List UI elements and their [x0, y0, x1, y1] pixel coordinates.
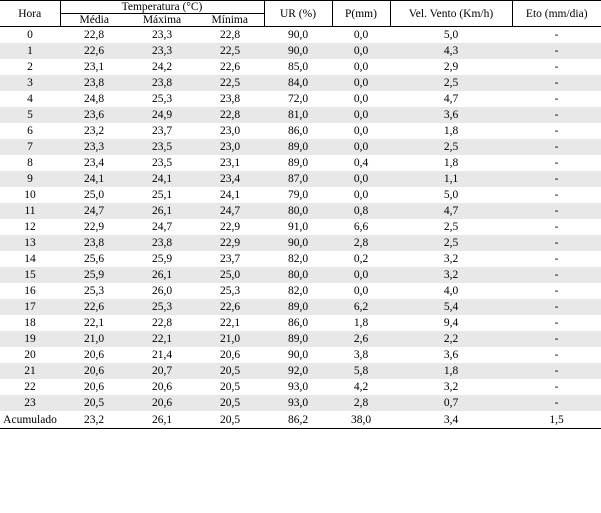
cell-vento: 9,4: [390, 315, 512, 331]
cell-maxima: 26,1: [128, 203, 196, 219]
cell-p: 0,0: [332, 187, 390, 203]
cell-hora: 13: [0, 235, 60, 251]
footer-label: Acumulado: [0, 411, 60, 429]
table-row: [0, 59, 601, 75]
cell-p: 0,0: [332, 283, 390, 299]
cell-minima: 23,7: [196, 251, 264, 267]
column-header-ur: UR (%): [264, 1, 332, 27]
cell-media: 23,6: [60, 107, 128, 123]
cell-eto: -: [512, 395, 601, 411]
cell-p: 0,0: [332, 91, 390, 107]
cell-maxima: 22,1: [128, 331, 196, 347]
cell-eto: -: [512, 299, 601, 315]
table-row: [0, 171, 601, 187]
cell-vento: 1,8: [390, 155, 512, 171]
cell-maxima: 24,2: [128, 59, 196, 75]
cell-eto: -: [512, 187, 601, 203]
cell-maxima: 23,3: [128, 43, 196, 59]
cell-minima: 20,5: [196, 395, 264, 411]
cell-ur: 89,0: [264, 331, 332, 347]
cell-media: 24,1: [60, 171, 128, 187]
cell-maxima: 25,3: [128, 91, 196, 107]
cell-media: 25,9: [60, 267, 128, 283]
cell-p: 1,8: [332, 315, 390, 331]
cell-ur: 80,0: [264, 267, 332, 283]
cell-media: 24,7: [60, 203, 128, 219]
cell-hora: 2: [0, 59, 60, 75]
cell-minima: 22,9: [196, 219, 264, 235]
cell-eto: -: [512, 203, 601, 219]
cell-media: 25,0: [60, 187, 128, 203]
cell-p: 0,0: [332, 107, 390, 123]
cell-media: 25,3: [60, 283, 128, 299]
cell-vento: 1,1: [390, 171, 512, 187]
cell-p: 4,2: [332, 379, 390, 395]
cell-ur: 86,0: [264, 315, 332, 331]
cell-hora: 9: [0, 171, 60, 187]
cell-p: 0,2: [332, 251, 390, 267]
cell-media: 20,6: [60, 379, 128, 395]
cell-ur: 89,0: [264, 299, 332, 315]
table-row: [0, 75, 601, 91]
cell-p: 0,0: [332, 171, 390, 187]
cell-eto: -: [512, 315, 601, 331]
cell-minima: 22,6: [196, 59, 264, 75]
cell-hora: 15: [0, 267, 60, 283]
cell-eto: -: [512, 123, 601, 139]
cell-eto: -: [512, 331, 601, 347]
cell-media: 21,0: [60, 331, 128, 347]
cell-vento: 3,2: [390, 251, 512, 267]
cell-hora: 23: [0, 395, 60, 411]
cell-media: 25,6: [60, 251, 128, 267]
cell-p: 2,8: [332, 235, 390, 251]
table-row: [0, 267, 601, 283]
cell-hora: 12: [0, 219, 60, 235]
cell-vento: 2,5: [390, 235, 512, 251]
cell-maxima: 24,7: [128, 219, 196, 235]
cell-ur: 90,0: [264, 235, 332, 251]
table-row: [0, 315, 601, 331]
footer-minima: 20,5: [196, 411, 264, 429]
cell-maxima: 26,1: [128, 267, 196, 283]
cell-ur: 90,0: [264, 27, 332, 44]
cell-media: 23,8: [60, 75, 128, 91]
column-header-minima: Mínima: [211, 14, 248, 27]
cell-vento: 5,4: [390, 299, 512, 315]
cell-hora: 21: [0, 363, 60, 379]
cell-minima: 24,7: [196, 203, 264, 219]
cell-eto: -: [512, 347, 601, 363]
cell-eto: -: [512, 91, 601, 107]
cell-hora: 11: [0, 203, 60, 219]
cell-minima: 25,0: [196, 267, 264, 283]
table-row: [0, 43, 601, 59]
cell-eto: -: [512, 43, 601, 59]
cell-eto: -: [512, 27, 601, 44]
cell-ur: 84,0: [264, 75, 332, 91]
cell-ur: 72,0: [264, 91, 332, 107]
footer-row: [0, 411, 601, 429]
cell-media: 22,6: [60, 299, 128, 315]
cell-vento: 3,2: [390, 379, 512, 395]
column-header-media: Média: [79, 14, 109, 27]
cell-hora: 19: [0, 331, 60, 347]
cell-ur: 89,0: [264, 155, 332, 171]
footer-media: 23,2: [60, 411, 128, 429]
cell-vento: 2,5: [390, 139, 512, 155]
cell-p: 0,0: [332, 75, 390, 91]
footer-vento: 3,4: [390, 411, 512, 429]
cell-ur: 90,0: [264, 43, 332, 59]
footer-ur: 86,2: [264, 411, 332, 429]
cell-ur: 85,0: [264, 59, 332, 75]
table-row: [0, 379, 601, 395]
column-header-eto: Eto (mm/dia): [525, 7, 588, 20]
cell-vento: 5,0: [390, 27, 512, 44]
cell-hora: 4: [0, 91, 60, 107]
cell-vento: 3,6: [390, 107, 512, 123]
cell-eto: -: [512, 171, 601, 187]
cell-vento: 1,8: [390, 363, 512, 379]
cell-ur: 93,0: [264, 395, 332, 411]
cell-eto: -: [512, 59, 601, 75]
cell-minima: 23,0: [196, 123, 264, 139]
cell-hora: 22: [0, 379, 60, 395]
cell-hora: 8: [0, 155, 60, 171]
cell-minima: 20,6: [196, 347, 264, 363]
cell-hora: 10: [0, 187, 60, 203]
cell-media: 22,6: [60, 43, 128, 59]
cell-vento: 2,5: [390, 75, 512, 91]
cell-maxima: 23,8: [128, 235, 196, 251]
cell-p: 0,0: [332, 123, 390, 139]
cell-p: 0,0: [332, 267, 390, 283]
cell-minima: 22,5: [196, 75, 264, 91]
table-row: [0, 139, 601, 155]
cell-eto: -: [512, 139, 601, 155]
cell-hora: 7: [0, 139, 60, 155]
cell-minima: 23,0: [196, 139, 264, 155]
cell-eto: -: [512, 379, 601, 395]
cell-media: 22,9: [60, 219, 128, 235]
cell-eto: -: [512, 75, 601, 91]
cell-vento: 2,5: [390, 219, 512, 235]
cell-minima: 22,9: [196, 235, 264, 251]
cell-hora: 6: [0, 123, 60, 139]
cell-media: 24,8: [60, 91, 128, 107]
cell-minima: 23,8: [196, 91, 264, 107]
cell-hora: 17: [0, 299, 60, 315]
cell-minima: 20,5: [196, 363, 264, 379]
cell-vento: 2,2: [390, 331, 512, 347]
cell-maxima: 23,5: [128, 155, 196, 171]
cell-p: 0,8: [332, 203, 390, 219]
cell-p: 2,8: [332, 395, 390, 411]
cell-p: 6,2: [332, 299, 390, 315]
cell-maxima: 21,4: [128, 347, 196, 363]
table-header: [0, 1, 601, 27]
cell-eto: -: [512, 219, 601, 235]
cell-maxima: 23,8: [128, 75, 196, 91]
cell-maxima: 25,3: [128, 299, 196, 315]
table-row: [0, 395, 601, 411]
cell-p: 2,6: [332, 331, 390, 347]
cell-eto: -: [512, 155, 601, 171]
cell-hora: 14: [0, 251, 60, 267]
footer-eto: 1,5: [512, 411, 601, 429]
cell-minima: 21,0: [196, 331, 264, 347]
cell-minima: 25,3: [196, 283, 264, 299]
cell-maxima: 22,8: [128, 315, 196, 331]
cell-ur: 90,0: [264, 347, 332, 363]
cell-ur: 93,0: [264, 379, 332, 395]
table-row: [0, 251, 601, 267]
cell-ur: 86,0: [264, 123, 332, 139]
cell-ur: 82,0: [264, 251, 332, 267]
cell-ur: 79,0: [264, 187, 332, 203]
cell-eto: -: [512, 363, 601, 379]
cell-ur: 80,0: [264, 203, 332, 219]
cell-p: 6,6: [332, 219, 390, 235]
table-footer: [0, 411, 601, 429]
header-row-group: [0, 1, 601, 14]
cell-vento: 4,3: [390, 43, 512, 59]
cell-eto: -: [512, 267, 601, 283]
cell-ur: 82,0: [264, 283, 332, 299]
cell-ur: 92,0: [264, 363, 332, 379]
cell-maxima: 26,0: [128, 283, 196, 299]
cell-minima: 24,1: [196, 187, 264, 203]
table-row: [0, 363, 601, 379]
table-row: [0, 155, 601, 171]
table-row: [0, 123, 601, 139]
column-header-maxima: Máxima: [142, 14, 182, 27]
cell-media: 20,6: [60, 363, 128, 379]
cell-maxima: 23,5: [128, 139, 196, 155]
cell-p: 0,0: [332, 59, 390, 75]
table-row: [0, 91, 601, 107]
cell-ur: 87,0: [264, 171, 332, 187]
cell-minima: 22,1: [196, 315, 264, 331]
footer-p: 38,0: [332, 411, 390, 429]
cell-media: 20,6: [60, 347, 128, 363]
cell-hora: 3: [0, 75, 60, 91]
table-row: [0, 107, 601, 123]
cell-maxima: 24,1: [128, 171, 196, 187]
cell-media: 22,1: [60, 315, 128, 331]
footer-maxima: 26,1: [128, 411, 196, 429]
column-header-vel-vento: Vel. Vento (Km/h): [390, 1, 512, 27]
cell-hora: 16: [0, 283, 60, 299]
cell-hora: 1: [0, 43, 60, 59]
cell-minima: 23,4: [196, 171, 264, 187]
cell-hora: 0: [0, 27, 60, 44]
cell-maxima: 20,6: [128, 395, 196, 411]
cell-vento: 4,7: [390, 203, 512, 219]
table-row: [0, 331, 601, 347]
cell-vento: 4,7: [390, 91, 512, 107]
cell-hora: 20: [0, 347, 60, 363]
cell-vento: 3,6: [390, 347, 512, 363]
cell-maxima: 25,9: [128, 251, 196, 267]
cell-vento: 0,7: [390, 395, 512, 411]
cell-minima: 22,8: [196, 107, 264, 123]
column-header-p: P(mm): [332, 1, 390, 27]
cell-eto: -: [512, 251, 601, 267]
cell-vento: 2,9: [390, 59, 512, 75]
cell-minima: 22,6: [196, 299, 264, 315]
cell-maxima: 20,6: [128, 379, 196, 395]
cell-media: 23,4: [60, 155, 128, 171]
column-header-hora: Hora: [0, 1, 60, 27]
cell-maxima: 23,7: [128, 123, 196, 139]
cell-maxima: 24,9: [128, 107, 196, 123]
cell-hora: 18: [0, 315, 60, 331]
cell-vento: 5,0: [390, 187, 512, 203]
table-row: [0, 187, 601, 203]
table-row: [0, 27, 601, 44]
cell-eto: -: [512, 107, 601, 123]
table-body: [0, 27, 601, 412]
cell-hora: 5: [0, 107, 60, 123]
cell-p: 0,4: [332, 155, 390, 171]
cell-ur: 81,0: [264, 107, 332, 123]
table-row: [0, 235, 601, 251]
cell-media: 23,3: [60, 139, 128, 155]
cell-p: 0,0: [332, 139, 390, 155]
cell-vento: 3,2: [390, 267, 512, 283]
table-row: [0, 219, 601, 235]
cell-maxima: 25,1: [128, 187, 196, 203]
cell-vento: 1,8: [390, 123, 512, 139]
cell-maxima: 20,7: [128, 363, 196, 379]
cell-minima: 20,5: [196, 379, 264, 395]
cell-media: 23,1: [60, 59, 128, 75]
cell-media: 23,2: [60, 123, 128, 139]
cell-minima: 22,8: [196, 27, 264, 44]
cell-p: 3,8: [332, 347, 390, 363]
table-row: [0, 347, 601, 363]
cell-ur: 91,0: [264, 219, 332, 235]
cell-p: 5,8: [332, 363, 390, 379]
cell-ur: 89,0: [264, 139, 332, 155]
table-row: [0, 203, 601, 219]
cell-minima: 23,1: [196, 155, 264, 171]
cell-media: 23,8: [60, 235, 128, 251]
cell-eto: -: [512, 283, 601, 299]
table-row: [0, 283, 601, 299]
cell-eto: -: [512, 235, 601, 251]
cell-media: 20,5: [60, 395, 128, 411]
table-row: [0, 299, 601, 315]
cell-p: 0,0: [332, 43, 390, 59]
cell-maxima: 23,3: [128, 27, 196, 44]
cell-media: 22,8: [60, 27, 128, 44]
cell-minima: 22,5: [196, 43, 264, 59]
cell-p: 0,0: [332, 27, 390, 44]
cell-vento: 4,0: [390, 283, 512, 299]
column-header-temperatura-group: Temperatura (°C): [60, 1, 264, 14]
